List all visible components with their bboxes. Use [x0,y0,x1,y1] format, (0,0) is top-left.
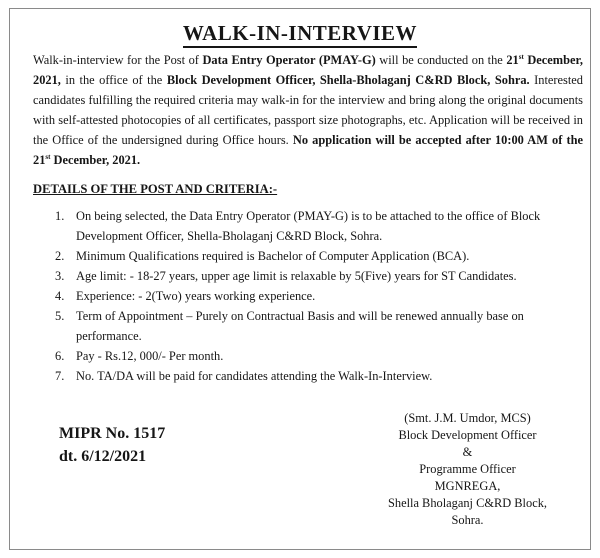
list-item: 3. Age limit: - 18-27 years, upper age limit is relaxable by 5(Five) years for ST Candidates. [55,269,517,283]
notice-title: WALK-IN-INTERVIEW [0,21,600,46]
signatory-block [375,410,560,529]
signatory-place: Sohra. [451,513,484,527]
intro-paragraph [33,50,583,170]
list-item: 7. No. TA/DA will be paid for candidates attending the Walk-In-Interview. [55,369,433,383]
section-heading: DETAILS OF THE POST AND CRITERIA:- [33,182,278,196]
post-name: Data Entry Operator (PMAY-G) [202,53,376,67]
list-item: 2. Minimum Qualifications required is Bachelor of Computer Application (BCA). [55,249,470,263]
intro-text: in the office of the [60,73,167,87]
list-item: 4. Experience: - 2(Two) years working experience. [55,289,316,303]
list-item: 5. Term of Appointment – Purely on Contractual Basis and will be renewed annually base on performance. [55,309,524,343]
mipr-date: dt. 6/12/2021 [59,448,147,465]
deadline-notice: No application will be accepted after 10:00 AM of the 21st December, 2021. [33,133,583,167]
mipr-number: MIPR No. 1517 [59,425,166,442]
intro-text: Interested candidates fulfilling the required criteria may walk-in for the interview and bring along the original documents with self-attested photocopies of all certificates, passport size photographs, etc. Application will be received in the Office of the undersigned during Office hours. [33,73,583,147]
intro-text: will be conducted on the [375,53,507,67]
interview-venue: Block Development Officer, Shella-Bholaganj C&RD Block, Sohra. [166,73,530,87]
signatory-name: (Smt. J.M. Umdor, MCS) [404,411,531,425]
signatory-designation: Block Development Officer [398,428,537,442]
criteria-list [55,206,585,386]
signatory-block-office: Shella Bholaganj C&RD Block, [387,496,547,510]
signatory-ampersand: & [462,445,473,459]
intro-text: Walk-in-interview for the Post of [33,53,203,67]
signatory-designation: Programme Officer [419,462,516,476]
list-item: 6. Pay - Rs.12, 000/- Per month. [55,349,224,363]
signatory-scheme: MGNREGA, [434,479,501,493]
interview-date: 21st December, 2021, [33,52,583,87]
mipr-block [59,422,165,468]
list-item: 1. On being selected, the Data Entry Operator (PMAY-G) is to be attached to the office of Block Development Officer, Shella-Bholaganj C&RD Block, Sohra. [55,209,541,243]
